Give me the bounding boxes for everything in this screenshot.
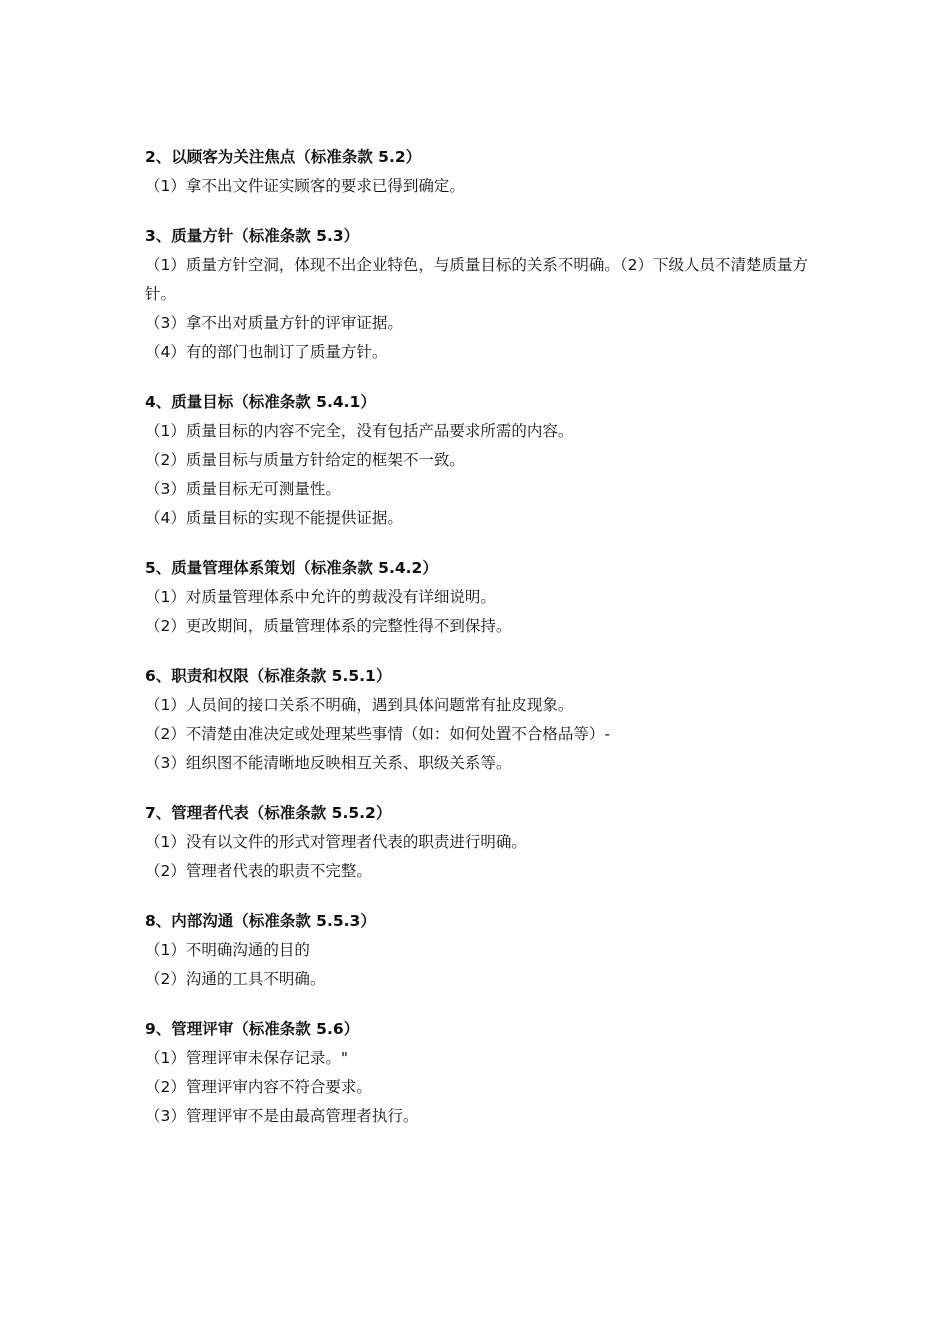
list-item: （2）质量目标与质量方针给定的框架不一致。 bbox=[145, 451, 465, 469]
list-item: （4）有的部门也制订了质量方针。 bbox=[145, 343, 388, 361]
list-item: （1）对质量管理体系中允许的剪裁没有详细说明。 bbox=[145, 588, 496, 606]
section-heading: 6、职责和权限（标准条款 5.5.1） bbox=[145, 667, 392, 685]
section-quality-objectives bbox=[145, 388, 810, 533]
section-management-representative bbox=[145, 799, 810, 886]
list-item: （1）没有以文件的形式对管理者代表的职责进行明确。 bbox=[145, 833, 527, 851]
document-page bbox=[145, 143, 810, 1152]
section-heading: 4、质量目标（标准条款 5.4.1） bbox=[145, 393, 376, 411]
section-customer-focus bbox=[145, 143, 810, 201]
section-responsibility-authority bbox=[145, 662, 810, 778]
section-heading: 3、质量方针（标准条款 5.3） bbox=[145, 227, 360, 245]
section-qms-planning bbox=[145, 554, 810, 641]
list-item: （2）更改期间，质量管理体系的完整性得不到保持。 bbox=[145, 617, 512, 635]
list-item: （2）沟通的工具不明确。 bbox=[145, 970, 326, 988]
list-item: （2）管理者代表的职责不完整。 bbox=[145, 862, 372, 880]
list-item: （1）人员间的接口关系不明确，遇到具体问题常有扯皮现象。 bbox=[145, 696, 574, 714]
list-item: （4）质量目标的实现不能提供证据。 bbox=[145, 509, 403, 527]
section-heading: 8、内部沟通（标准条款 5.5.3） bbox=[145, 912, 376, 930]
section-heading: 7、管理者代表（标准条款 5.5.2） bbox=[145, 804, 392, 822]
list-item: （1）不明确沟通的目的 bbox=[145, 941, 310, 959]
section-heading: 2、以顾客为关注焦点（标准条款 5.2） bbox=[145, 148, 422, 166]
list-item: （2）管理评审内容不符合要求。 bbox=[145, 1078, 372, 1096]
list-item: （1）质量目标的内容不完全，没有包括产品要求所需的内容。 bbox=[145, 422, 574, 440]
section-management-review bbox=[145, 1015, 810, 1131]
section-heading: 9、管理评审（标准条款 5.6） bbox=[145, 1020, 360, 1038]
section-heading: 5、质量管理体系策划（标准条款 5.4.2） bbox=[145, 559, 438, 577]
list-item: （3）质量目标无可测量性。 bbox=[145, 480, 341, 498]
list-item: （2）不清楚由准决定或处理某些事情（如：如何处置不合格品等）- bbox=[145, 725, 610, 743]
section-internal-communication bbox=[145, 907, 810, 994]
list-item: （3）拿不出对质量方针的评审证据。 bbox=[145, 314, 403, 332]
section-quality-policy bbox=[145, 222, 810, 367]
list-item: （1）管理评审未保存记录。" bbox=[145, 1049, 348, 1067]
list-item: （3）管理评审不是由最高管理者执行。 bbox=[145, 1107, 419, 1125]
list-item: （1）质量方针空洞，体现不出企业特色，与质量目标的关系不明确。（2）下级人员不清楚质量方针。 bbox=[145, 256, 808, 303]
list-item: （1）拿不出文件证实顾客的要求已得到确定。 bbox=[145, 177, 465, 195]
list-item: （3）组织图不能清晰地反映相互关系、职级关系等。 bbox=[145, 754, 512, 772]
